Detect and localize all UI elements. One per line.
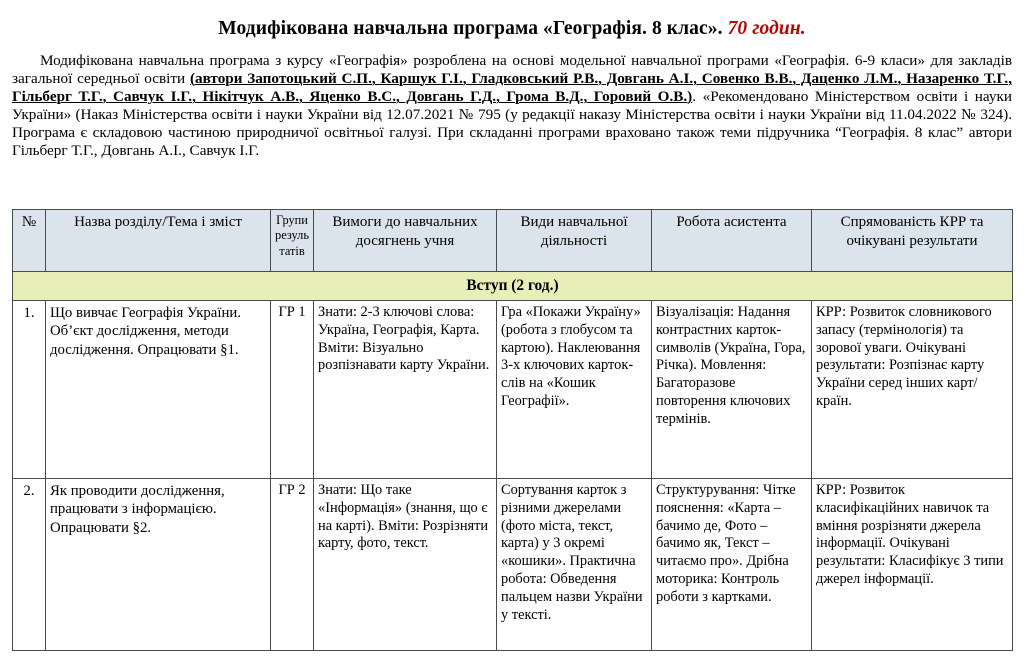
col-header-activities: Види навчальної діяльності bbox=[497, 210, 652, 272]
table-head bbox=[13, 210, 1013, 272]
cell-requirements: Знати: Що таке «Інформація» (знання, що є на карті). Вміти: Розрізняти карту, фото, текст. bbox=[314, 479, 497, 651]
cell-assistant: Структурування: Чітке пояснення: «Карта – бачимо де, Фото – бачимо як, Текст – читаємо про». Дрібна моторика: Контроль роботи з картками. bbox=[652, 479, 812, 651]
cell-activities: Сортування карток з різними джерелами (фото міста, текст, карта) у 3 окремі «кошики». Практична робота: Обведення пальцем назви України у тексті. bbox=[497, 479, 652, 651]
cell-activities: Гра «Покажи Україну» (робота з глобусом та картою). Наклеювання 3-х ключових карток-слів на «Кошик Географії». bbox=[497, 301, 652, 479]
page-title bbox=[0, 13, 1024, 39]
cell-krr: КРР: Розвиток класифікаційних навичок та вміння розрізняти джерела інформації. Очікувані результати: Класифікує 3 типи джерел інформації. bbox=[812, 479, 1013, 651]
page-title-main: Модифікована навчальна програма «Географія. 8 клас». bbox=[218, 18, 723, 40]
table-row bbox=[13, 479, 1013, 651]
cell-assistant: Візуалізація: Надання контрастних карток-символів (Україна, Гора, Річка). Мовлення: Багаторазове повторення ключових термінів. bbox=[652, 301, 812, 479]
table-row bbox=[13, 301, 1013, 479]
cell-krr: КРР: Розвиток словникового запасу (термінологія) та зорової уваги. Очікувані результати: Розпізнає карту України серед інших карт/країн. bbox=[812, 301, 1013, 479]
col-header-result-groups: Групи резуль татів bbox=[271, 210, 314, 272]
table-header-row bbox=[13, 210, 1013, 272]
col-header-topic: Назва розділу/Тема і зміст bbox=[46, 210, 271, 272]
section-label: Вступ (2 год.) bbox=[13, 272, 1013, 301]
cell-topic: Як проводити дослідження, працювати з інформацією. Опрацювати §2. bbox=[46, 479, 271, 651]
intro-authors: (автори Запотоцький С.П., Каршук Г.І., Гладковський Р.В., Довгань А.І., Совенко В.В., Даценко Л.М., Назаренко Т.Г., Гільберг Т.Г., Савчук І.Г., Нікітчук А.В., Яценко В.С., Довгань Г.Д., Грома В.Д., Горовий О.В.) bbox=[12, 69, 1012, 105]
program-table-wrap bbox=[12, 209, 1012, 651]
cell-requirements: Знати: 2-3 ключові слова: Україна, Географія, Карта. Вміти: Візуально розпізнавати карту України. bbox=[314, 301, 497, 479]
intro-segment-2: . «Рекомендовано Міністерством освіти і науки України» (Наказ Міністерства освіти і науки України від 12.07.2021 № 795 (у редакції наказу Міністерства освіти і науки України від 11.04.2022 № 324). Програма є складовою частиною природничої освітньої галузі. При складанні програми враховано також теми підручника “Географія. 8 клас” автори Гільберг Т.Г., Довгань А.І., Савчук І.Г. bbox=[12, 87, 1012, 160]
program-table bbox=[12, 209, 1013, 651]
cell-number: 2. bbox=[13, 479, 46, 651]
document-page bbox=[0, 13, 1024, 664]
col-header-assistant: Робота асистента bbox=[652, 210, 812, 272]
table-body bbox=[13, 272, 1013, 651]
col-header-number: № bbox=[13, 210, 46, 272]
col-header-krr: Спрямованість КРР та очікувані результати bbox=[812, 210, 1013, 272]
intro-paragraph bbox=[12, 52, 1012, 161]
col-header-requirements: Вимоги до навчальних досягнень учня bbox=[314, 210, 497, 272]
section-header-row bbox=[13, 272, 1013, 301]
cell-result-group: ГР 1 bbox=[271, 301, 314, 479]
cell-result-group: ГР 2 bbox=[271, 479, 314, 651]
page-title-hours: 70 годин. bbox=[727, 18, 806, 40]
intro-segment-1: Модифікована навчальна програма з курсу «Географія» розроблена на основі модельної навчальної програми «Географія. 6-9 класи» для закладів загальної середньої освіти bbox=[12, 51, 1012, 87]
cell-topic: Що вивчає Географія України. Об’єкт дослідження, методи дослідження. Опрацювати §1. bbox=[46, 301, 271, 479]
cell-number: 1. bbox=[13, 301, 46, 479]
